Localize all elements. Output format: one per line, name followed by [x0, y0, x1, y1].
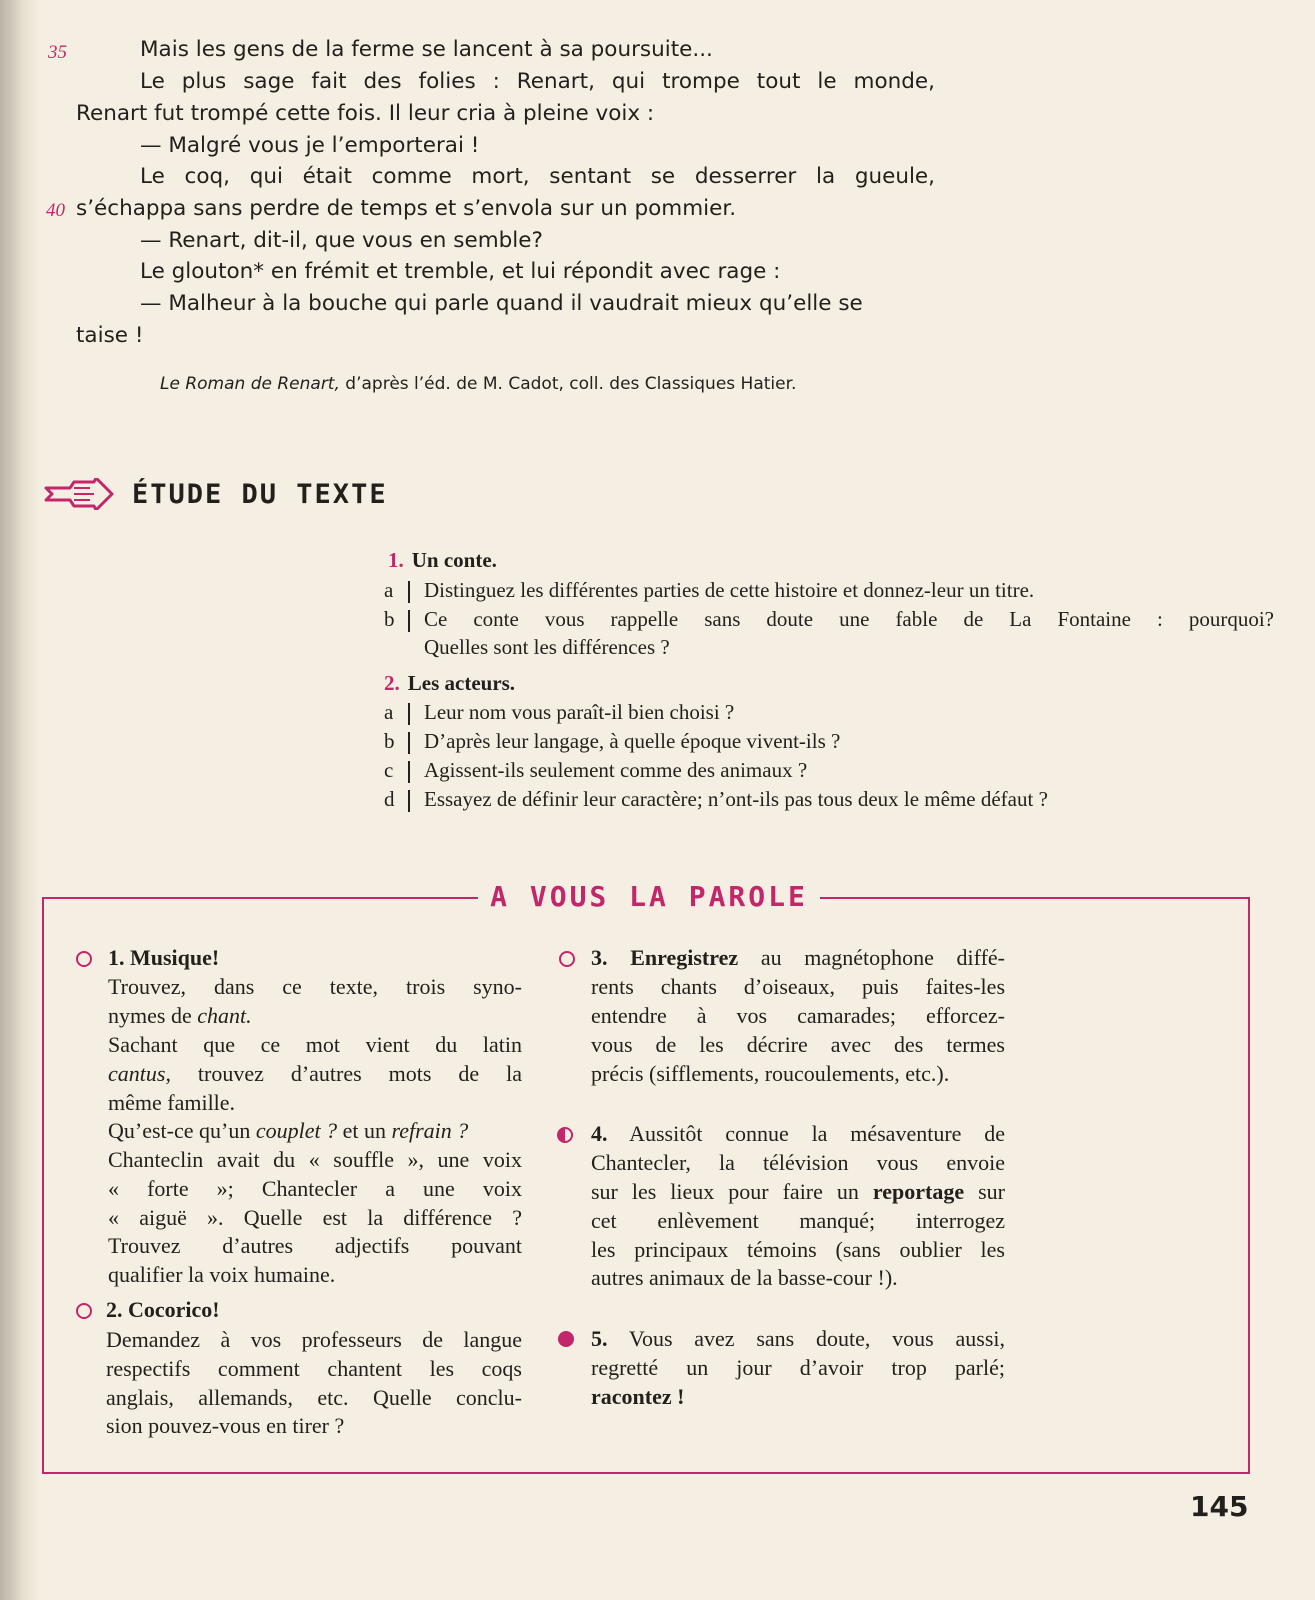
exercise-line: Demandez à vos professeurs de langue: [106, 1327, 522, 1352]
prose-line: Mais les gens de la ferme se lancent à sa poursuite...: [140, 37, 713, 62]
exercise-line: les principaux témoins (sans oublier les: [591, 1237, 1005, 1262]
question-item: [384, 787, 1274, 812]
exercise-number: 2.: [106, 1297, 123, 1322]
item-text: Quelles sont les différences ?: [424, 635, 670, 659]
exercise-line: entendre à vos camarades; efforcez-: [591, 1003, 1005, 1028]
exercise-line: [108, 1061, 522, 1087]
source-title: Le Roman de Renart,: [160, 374, 340, 394]
pointing-hand-icon: [44, 478, 114, 510]
question-1-heading: [388, 548, 497, 573]
exercise-title: Musique!: [130, 945, 220, 970]
text-span: Vous avez sans doute, vous aussi,: [628, 1326, 1006, 1351]
item-letter: b: [384, 729, 395, 753]
item-letter: a: [384, 700, 394, 724]
exercise-line: respectifs comment chantent les coqs: [106, 1356, 522, 1381]
item-text: Distinguez les différentes parties de cette histoire et donnez-leur un titre.: [424, 578, 1035, 602]
line-number-35: 35: [48, 42, 67, 63]
item-text: D’après leur langage, à quelle époque vivent-ils ?: [424, 729, 841, 753]
exercise-line: sion pouvez-vous en tirer ?: [106, 1413, 345, 1438]
exercise-1-heading: [108, 945, 219, 971]
exercise-2-heading: [106, 1297, 220, 1323]
exercise-number: 3.: [591, 945, 608, 970]
exercise-line: [108, 1003, 252, 1029]
italic-word: cantus: [108, 1061, 166, 1086]
text-span: nymes de: [108, 1003, 198, 1028]
item-text: Essayez de définir leur caractère; n’ont-ils pas tous deux le même défaut ?: [424, 787, 1048, 811]
item-letter: c: [384, 758, 394, 782]
item-letter: d: [384, 787, 395, 811]
question-item: [384, 700, 1274, 725]
question-1-number: 1.: [388, 548, 404, 572]
question-item: [384, 578, 1274, 603]
prose-line: — Malheur à la bouche qui parle quand il vaudrait mieux qu’elle se: [140, 291, 863, 316]
italic-word: couplet ?: [255, 1118, 338, 1143]
prose-line: — Renart, dit-il, que vous en semble?: [140, 228, 543, 253]
filled-circle-icon: [558, 1331, 574, 1347]
item-text: Leur nom vous paraît-il bien choisi ?: [424, 700, 735, 724]
item-text: Ce conte vous rappelle sans doute une fable de La Fontaine : pourquoi?: [424, 607, 1274, 631]
open-circle-icon: [76, 1303, 92, 1319]
exercise-line: regretté un jour d’avoir trop parlé;: [591, 1355, 1005, 1380]
open-circle-icon: [559, 951, 575, 967]
exercise-number: 4.: [591, 1121, 608, 1146]
exercise-line: [591, 1179, 1005, 1205]
exercise-line: rents chants d’oiseaux, puis faites-les: [591, 974, 1005, 999]
text-span: au magnétophone diffé-: [738, 945, 1005, 970]
exercise-title: Cocorico!: [128, 1297, 220, 1322]
text-span: , trouvez d’autres mots de la: [165, 1061, 522, 1086]
exercise-line: anglais, allemands, etc. Quelle conclu-: [106, 1385, 522, 1410]
prose-line: — Malgré vous je l’emporterai !: [140, 133, 480, 158]
source-details: d’après l’éd. de M. Cadot, coll. des Classiques Hatier.: [339, 374, 797, 394]
text-span: sur: [964, 1179, 1006, 1204]
prose-line: Renart fut trompé cette fois. Il leur cria à pleine voix :: [76, 101, 655, 126]
question-2-title: Les acteurs.: [407, 671, 516, 695]
parole-box-top-rule: [820, 897, 1248, 899]
exercise-line: « forte »; Chantecler a une voix: [108, 1176, 522, 1201]
prose-line: Le coq, qui était comme mort, sentant se desserrer la gueule,: [140, 164, 935, 189]
item-letter: a: [384, 578, 394, 602]
italic-word: refrain ?: [391, 1118, 469, 1143]
exercise-line: autres animaux de la basse-cour !).: [591, 1265, 898, 1290]
text-span: Aussitôt connue la mésaventure de: [629, 1121, 1005, 1146]
exercise-4-heading: [591, 1121, 1005, 1147]
question-item: [384, 607, 1274, 632]
exercise-3-heading: [591, 945, 1005, 971]
exercise-line: cet enlèvement manqué; interrogez: [591, 1208, 1005, 1233]
question-1-title: Un conte.: [411, 548, 497, 572]
exercise-line: qualifier la voix humaine.: [108, 1262, 336, 1287]
question-item: [384, 729, 1274, 754]
question-2-heading: [384, 671, 515, 696]
bold-word: reportage: [872, 1179, 965, 1204]
page-gutter-shadow: [0, 0, 40, 1600]
exercise-line: « aiguë ». Quelle est la différence ?: [108, 1205, 522, 1230]
exercise-line: Chanteclin avait du « souffle », une voix: [108, 1147, 522, 1172]
exercise-line: Trouvez d’autres adjectifs pouvant: [108, 1233, 522, 1258]
item-letter: b: [384, 607, 395, 631]
exercise-line: [591, 1384, 684, 1410]
parole-title: A VOUS LA PAROLE: [490, 880, 808, 913]
half-circle-icon: [557, 1127, 573, 1143]
exercise-line: Sachant que ce mot vient du latin: [108, 1032, 522, 1057]
text-span: sur les lieux pour faire un: [591, 1179, 873, 1204]
question-item: [384, 758, 1274, 783]
exercise-line: précis (sifflements, roucoulements, etc.).: [591, 1061, 950, 1086]
text-span: et un: [337, 1118, 392, 1143]
italic-word: chant.: [197, 1003, 252, 1028]
parole-box-top-rule: [42, 897, 478, 899]
exercise-line: vous de les décrire avec des termes: [591, 1032, 1005, 1057]
question-2-number: 2.: [384, 671, 400, 695]
prose-line: Le glouton* en frémit et tremble, et lui répondit avec rage :: [140, 259, 781, 284]
page-number: 145: [1190, 1490, 1249, 1523]
exercise-line: [108, 1118, 468, 1144]
bold-word: racontez !: [591, 1384, 685, 1409]
exercise-number: 1.: [108, 945, 125, 970]
etude-heading: [44, 478, 388, 510]
text-span: Qu’est-ce qu’un: [108, 1118, 256, 1143]
prose-line: taise !: [76, 323, 144, 348]
exercise-line: Chantecler, la télévision vous envoie: [591, 1150, 1005, 1175]
source-citation: [160, 374, 796, 394]
exercise-5-heading: [591, 1326, 1005, 1352]
exercise-number: 5.: [591, 1326, 608, 1351]
open-circle-icon: [76, 951, 92, 967]
question-item-continued: [384, 635, 1274, 660]
exercise-line: Trouvez, dans ce texte, trois syno-: [108, 974, 522, 999]
prose-line: Le plus sage fait des folies : Renart, qui trompe tout le monde,: [140, 69, 935, 94]
item-text: Agissent-ils seulement comme des animaux ?: [424, 758, 808, 782]
bold-word: Enregistrez: [630, 945, 739, 970]
etude-title: ÉTUDE DU TEXTE: [132, 478, 388, 510]
line-number-40: 40: [46, 200, 65, 221]
exercise-line: même famille.: [108, 1090, 236, 1115]
prose-line: s’échappa sans perdre de temps et s’envola sur un pommier.: [76, 196, 737, 221]
